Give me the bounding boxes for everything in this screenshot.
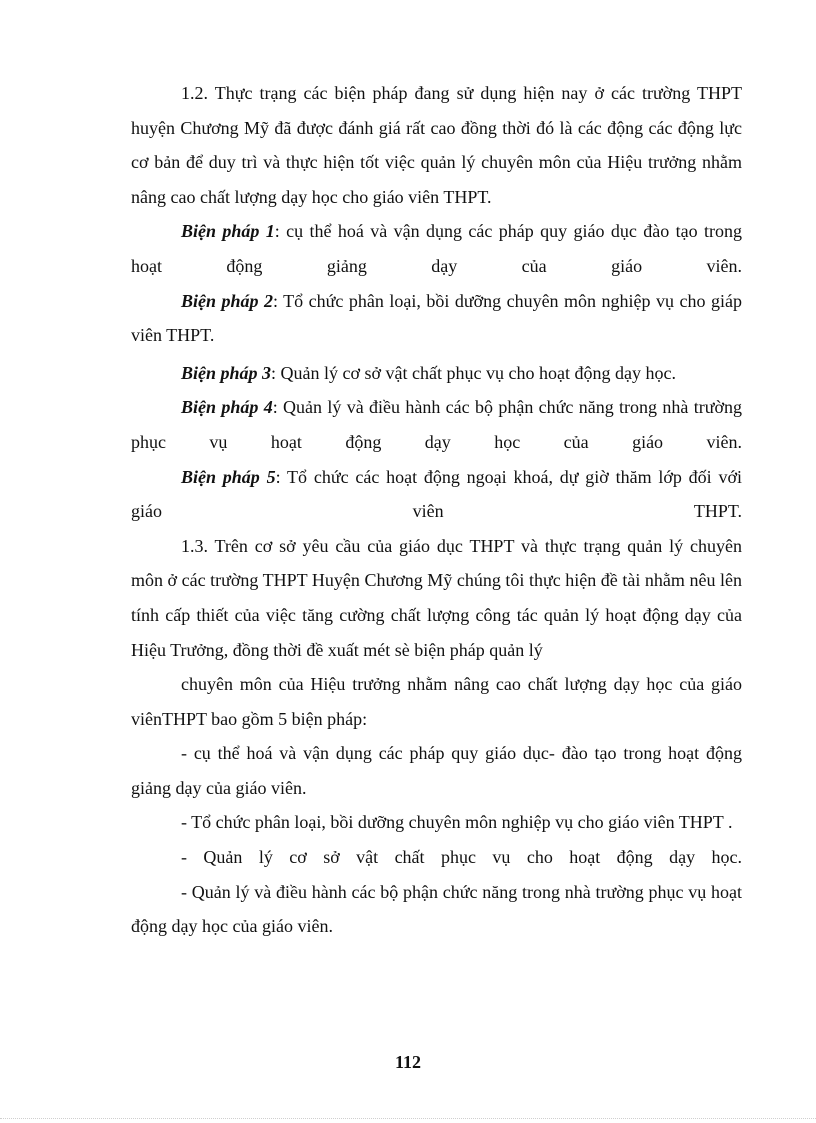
measure-4-text: : Quản lý và điều hành các bộ phận chức năng trong nhà trường phục vụ hoạt động dạy học của giáo viên. (131, 397, 742, 452)
measure-2-text: : Tổ chức phân loại, bồi dưỡng chuyên môn nghiệp vụ cho giáp viên THPT. (131, 290, 742, 346)
paragraph-1-2: 1.2. Thực trạng các biện pháp đang sử dụng hiện nay ở các trường THPT huyện Chương Mỹ đã được đánh giá rất cao đồng thời đó là các động các động lực cơ bản để duy trì và thực hiện tốt việc quản lý chuyên môn của Hiệu trưởng nhằm nâng cao chất lượng dạy học cho giáo viên THPT. (131, 83, 742, 207)
measure-4 (131, 390, 742, 459)
measure-1 (131, 214, 742, 283)
measure-2-label: Biện pháp 2 (181, 290, 273, 311)
measure-1-label: Biện pháp 1 (181, 221, 275, 242)
measure-5-label: Biện pháp 5 (181, 466, 276, 487)
measure-5-text: : Tổ chức các hoạt động ngoại khoá, dự giờ thăm lớp đối với giáo viên THPT. (131, 466, 742, 522)
measure-3-text: : Quản lý cơ sở vật chất phục vụ cho hoạt động dạy học. (271, 362, 676, 383)
measure-3-label: Biện pháp 3 (181, 362, 272, 383)
list-item-2: - Tổ chức phân loại, bồi dưỡng chuyên môn nghiệp vụ cho giáo viên THPT . (181, 812, 733, 833)
list-item-1: - cụ thể hoá và vận dụng các pháp quy giáo dục- đào tạo trong hoạt động giảng dạy của giáo viên. (131, 743, 742, 798)
measure-3 (131, 356, 742, 391)
page-bottom-divider (0, 1118, 816, 1119)
page-number: 112 (394, 1052, 421, 1072)
list-item-3: - Quản lý cơ sở vật chất phục vụ cho hoạt động dạy học. (181, 847, 742, 868)
paragraph-1-3: 1.3. Trên cơ sở yêu cầu của giáo dục THPT và thực trạng quản lý chuyên môn ở các trường THPT Huyện Chương Mỹ chúng tôi thực hiện đề tài nhằm nêu lên tính cấp thiết của việc tăng cường chất lượng công tác quản lý hoạt động dạy của Hiệu Trưởng, đồng thời đề xuất mét sè biện pháp quản lý (131, 535, 742, 660)
body-text (131, 76, 742, 944)
measure-5 (131, 460, 742, 529)
measure-4-label: Biện pháp 4 (181, 397, 273, 418)
measure-1-text: : cụ thể hoá và vận dụng các pháp quy giáo dục đào tạo trong hoạt động giảng dạy của giáo viên. (131, 221, 742, 276)
measure-2 (131, 284, 742, 353)
list-item-4: - Quản lý và điều hành các bộ phận chức năng trong nhà trường phục vụ hoạt động dạy học của giáo viên. (131, 881, 742, 937)
paragraph-1-3-continued: chuyên môn của Hiệu trưởng nhằm nâng cao chất lượng dạy học của giáo viênTHPT bao gồm 5 biện pháp: (131, 674, 742, 729)
